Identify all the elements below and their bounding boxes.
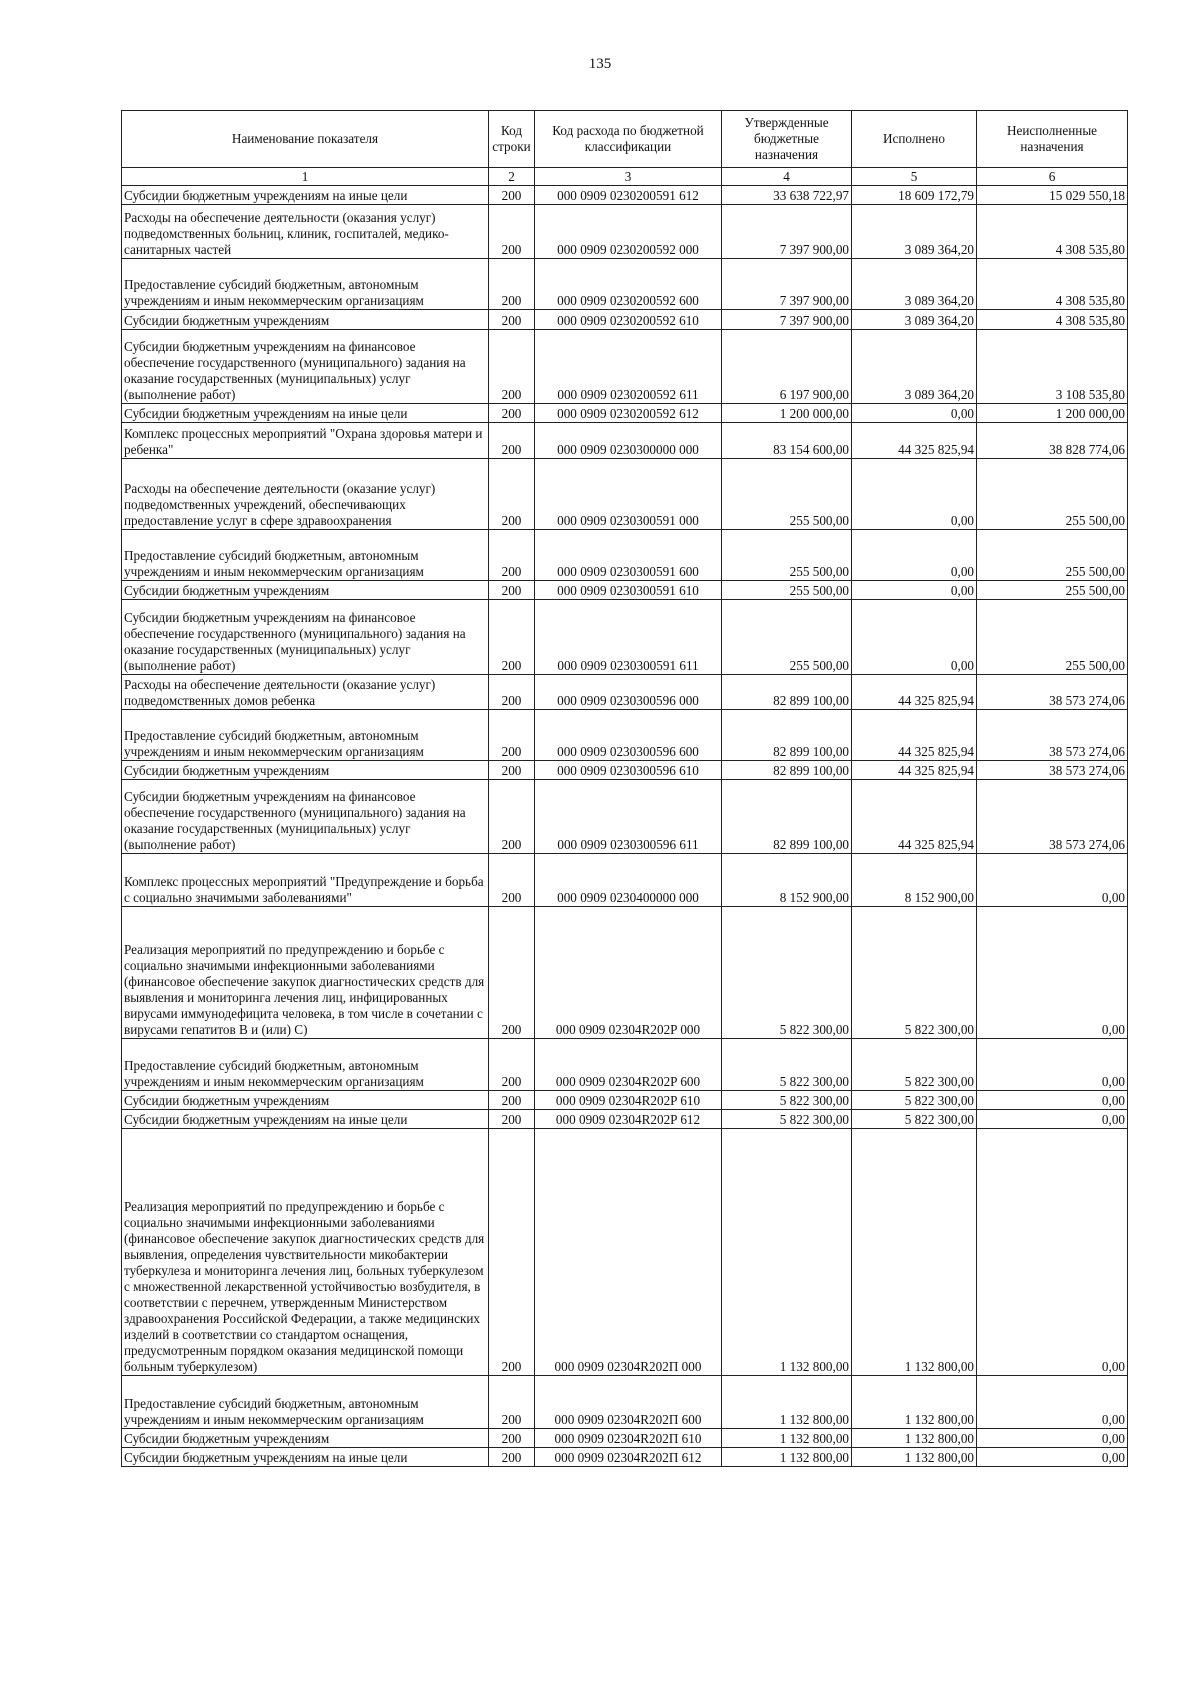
table-row — [122, 404, 1128, 423]
budget-code-cell: 000 0909 0230300596 000 — [535, 675, 722, 710]
line-code-cell: 200 — [489, 1091, 535, 1110]
line-code-cell: 200 — [489, 1376, 535, 1429]
table-row — [122, 1110, 1128, 1129]
unexecuted-amount-cell: 38 573 274,06 — [977, 710, 1128, 761]
executed-amount-cell: 44 325 825,94 — [852, 675, 977, 710]
budget-code-cell: 000 0909 02304R202П 000 — [535, 1129, 722, 1376]
approved-amount-cell: 255 500,00 — [722, 581, 852, 600]
executed-amount-cell: 1 132 800,00 — [852, 1376, 977, 1429]
approved-amount-cell: 5 822 300,00 — [722, 1039, 852, 1091]
table-row — [122, 1039, 1128, 1091]
table-row — [122, 459, 1128, 530]
indicator-name-cell: Субсидии бюджетным учреждениям — [122, 761, 489, 780]
table-row — [122, 205, 1128, 259]
unexecuted-amount-cell: 1 200 000,00 — [977, 404, 1128, 423]
approved-amount-cell: 255 500,00 — [722, 600, 852, 675]
approved-amount-cell: 83 154 600,00 — [722, 423, 852, 459]
executed-amount-cell: 5 822 300,00 — [852, 1039, 977, 1091]
indicator-name-cell: Предоставление субсидий бюджетным, автономным учреждениям и иным некоммерческим организациям — [122, 259, 489, 310]
approved-amount-cell: 7 397 900,00 — [722, 259, 852, 310]
indicator-name-cell: Предоставление субсидий бюджетным, автономным учреждениям и иным некоммерческим организациям — [122, 530, 489, 581]
column-number: 3 — [535, 168, 722, 186]
approved-amount-cell: 82 899 100,00 — [722, 675, 852, 710]
unexecuted-amount-cell: 38 573 274,06 — [977, 761, 1128, 780]
table-row — [122, 259, 1128, 310]
line-code-cell: 200 — [489, 259, 535, 310]
header-budget-code: Код расхода по бюджетной классификации — [535, 111, 722, 168]
approved-amount-cell: 7 397 900,00 — [722, 205, 852, 259]
budget-code-cell: 000 0909 02304R202П 600 — [535, 1376, 722, 1429]
budget-code-cell: 000 0909 02304R202P 610 — [535, 1091, 722, 1110]
column-number-row — [122, 168, 1128, 186]
unexecuted-amount-cell: 0,00 — [977, 1129, 1128, 1376]
budget-code-cell: 000 0909 0230200591 612 — [535, 186, 722, 205]
line-code-cell: 200 — [489, 710, 535, 761]
unexecuted-amount-cell: 38 828 774,06 — [977, 423, 1128, 459]
executed-amount-cell: 3 089 364,20 — [852, 310, 977, 330]
table-row — [122, 1376, 1128, 1429]
executed-amount-cell: 1 132 800,00 — [852, 1448, 977, 1467]
executed-amount-cell: 0,00 — [852, 600, 977, 675]
unexecuted-amount-cell: 0,00 — [977, 1091, 1128, 1110]
indicator-name-cell: Предоставление субсидий бюджетным, автономным учреждениям и иным некоммерческим организациям — [122, 710, 489, 761]
approved-amount-cell: 255 500,00 — [722, 459, 852, 530]
indicator-name-cell: Комплекс процессных мероприятий "Охрана здоровья матери и ребенка" — [122, 423, 489, 459]
budget-code-cell: 000 0909 0230300596 600 — [535, 710, 722, 761]
table-row — [122, 310, 1128, 330]
executed-amount-cell: 44 325 825,94 — [852, 423, 977, 459]
approved-amount-cell: 33 638 722,97 — [722, 186, 852, 205]
budget-code-cell: 000 0909 02304R202П 610 — [535, 1429, 722, 1448]
line-code-cell: 200 — [489, 404, 535, 423]
budget-code-cell: 000 0909 0230300591 600 — [535, 530, 722, 581]
table-row — [122, 1129, 1128, 1376]
approved-amount-cell: 255 500,00 — [722, 530, 852, 581]
budget-code-cell: 000 0909 0230300591 611 — [535, 600, 722, 675]
unexecuted-amount-cell: 0,00 — [977, 1376, 1128, 1429]
line-code-cell: 200 — [489, 423, 535, 459]
indicator-name-cell: Субсидии бюджетным учреждениям — [122, 310, 489, 330]
table-row — [122, 600, 1128, 675]
line-code-cell: 200 — [489, 907, 535, 1039]
table-row — [122, 423, 1128, 459]
approved-amount-cell: 1 132 800,00 — [722, 1448, 852, 1467]
indicator-name-cell: Субсидии бюджетным учреждениям на финансовое обеспечение государственного (муниципального) задания на оказание государственных (муниципальных) услуг (выполнение работ) — [122, 600, 489, 675]
unexecuted-amount-cell: 0,00 — [977, 1429, 1128, 1448]
unexecuted-amount-cell: 255 500,00 — [977, 600, 1128, 675]
indicator-name-cell: Реализация мероприятий по предупреждению и борьбе с социально значимыми инфекционными заболеваниями (финансовое обеспечение закупок диагностических средств для выявления, определения чувствительности микобактерии туберкулеза и мониторинга лечения лиц, больных туберкулезом с множественной лекарственной устойчивостью возбудителя, в соответствии с перечнем, утвержденным Министерством здравоохранения Российской Федерации, а также медицинских изделий в соответствии со стандартом оснащения, предусмотренным порядком оказания медицинской помощи больным туберкулезом) — [122, 1129, 489, 1376]
line-code-cell: 200 — [489, 1129, 535, 1376]
approved-amount-cell: 6 197 900,00 — [722, 330, 852, 404]
indicator-name-cell: Субсидии бюджетным учреждениям на финансовое обеспечение государственного (муниципального) задания на оказание государственных (муниципальных) услуг (выполнение работ) — [122, 330, 489, 404]
table-row — [122, 1091, 1128, 1110]
approved-amount-cell: 5 822 300,00 — [722, 907, 852, 1039]
approved-amount-cell: 82 899 100,00 — [722, 710, 852, 761]
line-code-cell: 200 — [489, 1448, 535, 1467]
approved-amount-cell: 1 200 000,00 — [722, 404, 852, 423]
unexecuted-amount-cell: 0,00 — [977, 1110, 1128, 1129]
executed-amount-cell: 44 325 825,94 — [852, 710, 977, 761]
executed-amount-cell: 1 132 800,00 — [852, 1129, 977, 1376]
unexecuted-amount-cell: 0,00 — [977, 907, 1128, 1039]
budget-code-cell: 000 0909 02304R202П 612 — [535, 1448, 722, 1467]
indicator-name-cell: Расходы на обеспечение деятельности (оказание услуг) подведомственных учреждений, обеспечивающих предоставление услуг в сфере здравоохранения — [122, 459, 489, 530]
unexecuted-amount-cell: 4 308 535,80 — [977, 259, 1128, 310]
indicator-name-cell: Предоставление субсидий бюджетным, автономным учреждениям и иным некоммерческим организациям — [122, 1376, 489, 1429]
line-code-cell: 200 — [489, 581, 535, 600]
executed-amount-cell: 5 822 300,00 — [852, 1110, 977, 1129]
line-code-cell: 200 — [489, 1110, 535, 1129]
approved-amount-cell: 5 822 300,00 — [722, 1091, 852, 1110]
approved-amount-cell: 1 132 800,00 — [722, 1429, 852, 1448]
budget-code-cell: 000 0909 0230300000 000 — [535, 423, 722, 459]
unexecuted-amount-cell: 38 573 274,06 — [977, 780, 1128, 854]
table-row — [122, 530, 1128, 581]
table-row — [122, 710, 1128, 761]
indicator-name-cell: Предоставление субсидий бюджетным, автономным учреждениям и иным некоммерческим организациям — [122, 1039, 489, 1091]
line-code-cell: 200 — [489, 780, 535, 854]
budget-code-cell: 000 0909 0230200592 610 — [535, 310, 722, 330]
budget-code-cell: 000 0909 0230200592 612 — [535, 404, 722, 423]
column-number: 2 — [489, 168, 535, 186]
table-row — [122, 581, 1128, 600]
column-number: 6 — [977, 168, 1128, 186]
approved-amount-cell: 8 152 900,00 — [722, 854, 852, 907]
line-code-cell: 200 — [489, 675, 535, 710]
table-row — [122, 761, 1128, 780]
indicator-name-cell: Расходы на обеспечение деятельности (оказание услуг) подведомственных домов ребенка — [122, 675, 489, 710]
table-header-row — [122, 111, 1128, 168]
executed-amount-cell: 0,00 — [852, 530, 977, 581]
indicator-name-cell: Субсидии бюджетным учреждениям на иные цели — [122, 404, 489, 423]
indicator-name-cell: Субсидии бюджетным учреждениям на финансовое обеспечение государственного (муниципального) задания на оказание государственных (муниципальных) услуг (выполнение работ) — [122, 780, 489, 854]
column-number: 5 — [852, 168, 977, 186]
executed-amount-cell: 5 822 300,00 — [852, 907, 977, 1039]
approved-amount-cell: 7 397 900,00 — [722, 310, 852, 330]
table-row — [122, 1448, 1128, 1467]
budget-code-cell: 000 0909 0230200592 611 — [535, 330, 722, 404]
indicator-name-cell: Комплекс процессных мероприятий "Предупреждение и борьба с социально значимыми заболеваниями" — [122, 854, 489, 907]
budget-execution-table — [121, 110, 1128, 1467]
line-code-cell: 200 — [489, 310, 535, 330]
column-number: 1 — [122, 168, 489, 186]
header-approved: Утвержденные бюджетные назначения — [722, 111, 852, 168]
unexecuted-amount-cell: 255 500,00 — [977, 581, 1128, 600]
unexecuted-amount-cell: 15 029 550,18 — [977, 186, 1128, 205]
budget-code-cell: 000 0909 02304R202P 000 — [535, 907, 722, 1039]
executed-amount-cell: 3 089 364,20 — [852, 330, 977, 404]
executed-amount-cell: 8 152 900,00 — [852, 854, 977, 907]
header-unexecuted: Неисполненные назначения — [977, 111, 1128, 168]
header-indicator-name: Наименование показателя — [122, 111, 489, 168]
table-row — [122, 854, 1128, 907]
unexecuted-amount-cell: 38 573 274,06 — [977, 675, 1128, 710]
executed-amount-cell: 0,00 — [852, 459, 977, 530]
unexecuted-amount-cell: 0,00 — [977, 854, 1128, 907]
unexecuted-amount-cell: 0,00 — [977, 1448, 1128, 1467]
table-body — [122, 186, 1128, 1467]
executed-amount-cell: 1 132 800,00 — [852, 1429, 977, 1448]
table-row — [122, 1429, 1128, 1448]
line-code-cell: 200 — [489, 186, 535, 205]
table-row — [122, 675, 1128, 710]
line-code-cell: 200 — [489, 854, 535, 907]
table-row — [122, 186, 1128, 205]
table-row — [122, 907, 1128, 1039]
indicator-name-cell: Расходы на обеспечение деятельности (оказания услуг) подведомственных больниц, клиник, госпиталей, медико-санитарных частей — [122, 205, 489, 259]
line-code-cell: 200 — [489, 1039, 535, 1091]
executed-amount-cell: 0,00 — [852, 404, 977, 423]
indicator-name-cell: Субсидии бюджетным учреждениям — [122, 1091, 489, 1110]
budget-code-cell: 000 0909 02304R202P 612 — [535, 1110, 722, 1129]
executed-amount-cell: 3 089 364,20 — [852, 259, 977, 310]
line-code-cell: 200 — [489, 761, 535, 780]
indicator-name-cell: Субсидии бюджетным учреждениям на иные цели — [122, 1110, 489, 1129]
line-code-cell: 200 — [489, 600, 535, 675]
budget-code-cell: 000 0909 0230300596 610 — [535, 761, 722, 780]
unexecuted-amount-cell: 4 308 535,80 — [977, 205, 1128, 259]
budget-code-cell: 000 0909 0230300596 611 — [535, 780, 722, 854]
indicator-name-cell: Субсидии бюджетным учреждениям — [122, 1429, 489, 1448]
unexecuted-amount-cell: 0,00 — [977, 1039, 1128, 1091]
budget-code-cell: 000 0909 0230400000 000 — [535, 854, 722, 907]
unexecuted-amount-cell: 255 500,00 — [977, 530, 1128, 581]
executed-amount-cell: 44 325 825,94 — [852, 761, 977, 780]
line-code-cell: 200 — [489, 530, 535, 581]
header-executed: Исполнено — [852, 111, 977, 168]
table-row — [122, 780, 1128, 854]
executed-amount-cell: 0,00 — [852, 581, 977, 600]
page-number: 135 — [588, 56, 612, 72]
unexecuted-amount-cell: 3 108 535,80 — [977, 330, 1128, 404]
approved-amount-cell: 82 899 100,00 — [722, 780, 852, 854]
approved-amount-cell: 1 132 800,00 — [722, 1129, 852, 1376]
indicator-name-cell: Субсидии бюджетным учреждениям — [122, 581, 489, 600]
approved-amount-cell: 82 899 100,00 — [722, 761, 852, 780]
line-code-cell: 200 — [489, 330, 535, 404]
executed-amount-cell: 18 609 172,79 — [852, 186, 977, 205]
executed-amount-cell: 44 325 825,94 — [852, 780, 977, 854]
table-row — [122, 330, 1128, 404]
approved-amount-cell: 5 822 300,00 — [722, 1110, 852, 1129]
unexecuted-amount-cell: 255 500,00 — [977, 459, 1128, 530]
line-code-cell: 200 — [489, 459, 535, 530]
line-code-cell: 200 — [489, 205, 535, 259]
budget-code-cell: 000 0909 0230200592 600 — [535, 259, 722, 310]
indicator-name-cell: Субсидии бюджетным учреждениям на иные цели — [122, 186, 489, 205]
budget-code-cell: 000 0909 0230200592 000 — [535, 205, 722, 259]
line-code-cell: 200 — [489, 1429, 535, 1448]
column-number: 4 — [722, 168, 852, 186]
header-line-code: Код строки — [489, 111, 535, 168]
executed-amount-cell: 3 089 364,20 — [852, 205, 977, 259]
budget-code-cell: 000 0909 0230300591 000 — [535, 459, 722, 530]
budget-code-cell: 000 0909 02304R202P 600 — [535, 1039, 722, 1091]
indicator-name-cell: Реализация мероприятий по предупреждению и борьбе с социально значимыми инфекционными заболеваниями (финансовое обеспечение закупок диагностических средств для выявления и мониторинга лечения лиц, инфицированных вирусами иммунодефицита человека, в том числе в сочетании с вирусами гепатитов B и (или) C) — [122, 907, 489, 1039]
executed-amount-cell: 5 822 300,00 — [852, 1091, 977, 1110]
approved-amount-cell: 1 132 800,00 — [722, 1376, 852, 1429]
unexecuted-amount-cell: 4 308 535,80 — [977, 310, 1128, 330]
budget-code-cell: 000 0909 0230300591 610 — [535, 581, 722, 600]
indicator-name-cell: Субсидии бюджетным учреждениям на иные цели — [122, 1448, 489, 1467]
